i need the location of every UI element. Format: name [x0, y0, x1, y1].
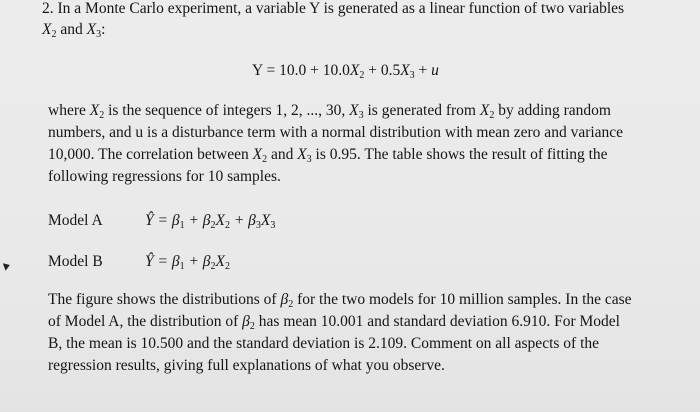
where-row-2: numbers, and u is a disturbance term with a normal distribution with mean zero and variance	[48, 124, 624, 141]
model-b-equation: Ŷ = $\beta_1 + \beta_2X_2$	[145, 253, 230, 272]
question-heading-vars: $X_2$ and $X_3$:	[42, 21, 106, 40]
where-row-1: where $X_2$ is the sequence of integers 1, 2, ..., 30, $X_3$ is generated from $X_2$ by adding random	[48, 102, 611, 121]
model-a-label: Model A	[48, 212, 103, 229]
where-paragraph	[48, 100, 668, 188]
final-row-4: regression results, giving full explanations of what you observe.	[48, 357, 445, 374]
equation-lhs: Y = 10.0 + 10.0	[252, 62, 350, 79]
final-paragraph	[48, 289, 668, 377]
var-x3: $X_3$	[86, 21, 102, 40]
where-row-4: following regressions for 10 samples.	[48, 168, 281, 185]
final-row-2: of Model A, the distribution of $\beta_2$ has mean 10.001 and standard deviation 6.910. For Model	[48, 313, 620, 332]
model-b-label: Model B	[48, 253, 103, 270]
where-row-3: 10,000. The correlation between $X_2$ and $X_3$ is 0.95. The table shows the result of fitting the	[48, 146, 608, 165]
cursor-arrow-icon	[3, 261, 11, 271]
final-row-3: B, the mean is 10.500 and the standard deviation is 2.109. Comment on all aspects of the	[48, 335, 600, 352]
question-heading	[42, 0, 624, 18]
final-row-1: The figure shows the distributions of $\beta_2$ for the two models for 10 million samples. In the case	[48, 291, 632, 310]
model-a-equation: Ŷ = $\beta_1 + \beta_2X_2 + \beta_3X_3$	[145, 212, 276, 231]
var-x2: $X_2$	[42, 21, 57, 40]
question-line-1: 2. In a Monte Carlo experiment, a variable Y is generated as a linear function of two variables	[42, 0, 625, 17]
main-equation: $Y = 10.0 + 10.0X_2 + 0.5X_3 + u$	[252, 62, 439, 81]
